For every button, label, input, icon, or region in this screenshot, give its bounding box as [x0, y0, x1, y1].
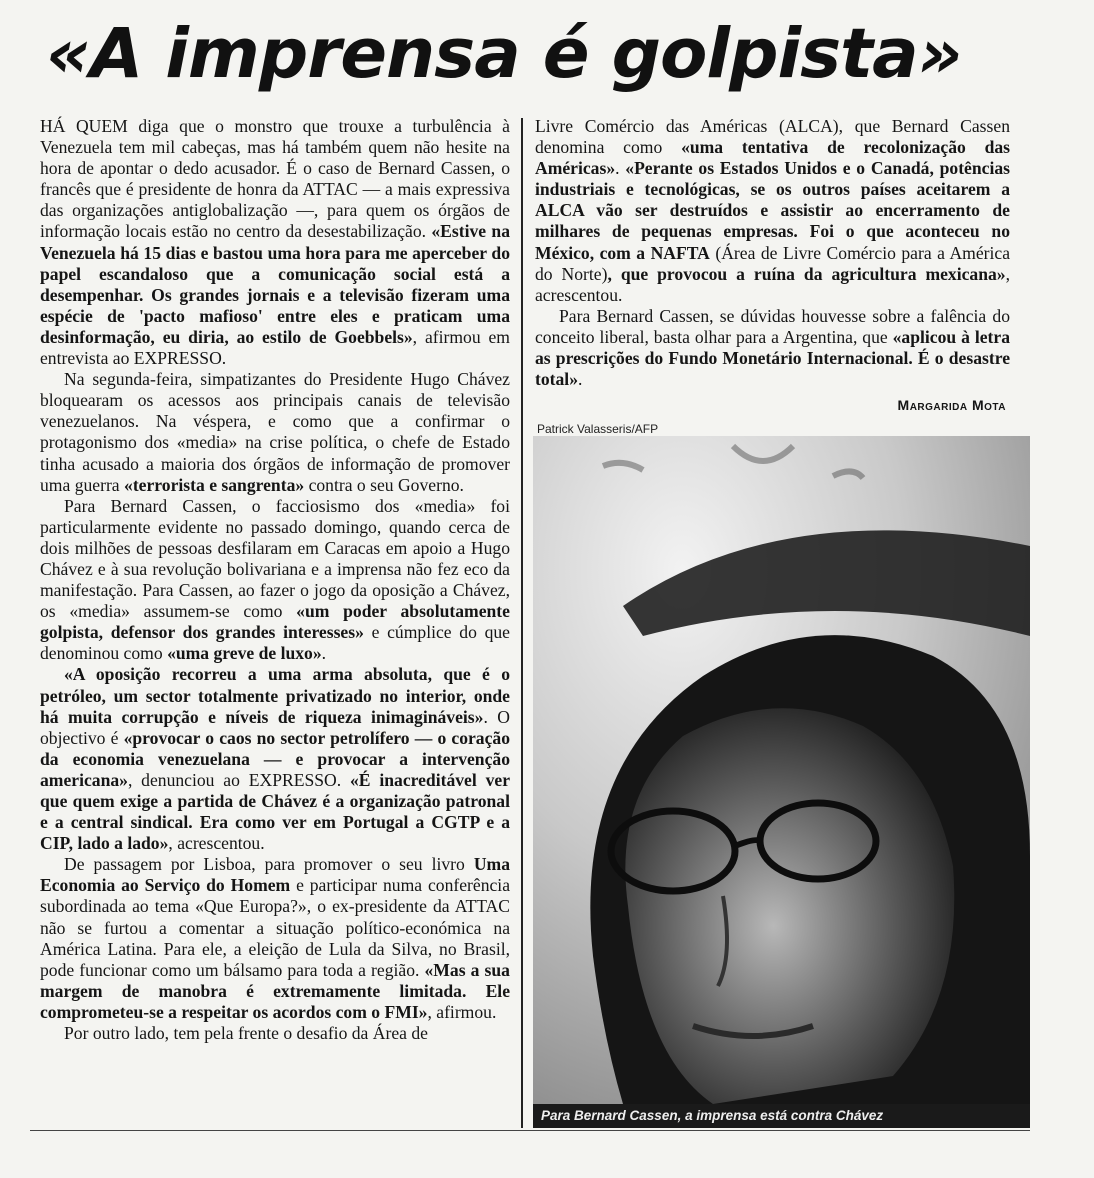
article-paragraph	[40, 664, 510, 854]
body-text: Para Bernard Cassen, se dúvidas houvesse sobre a falência do conceito liberal, basta olhar para a Argentina, que	[535, 305, 1010, 347]
article-paragraph	[535, 306, 1010, 390]
body-text: Livre Comércio das Américas (ALCA), que Bernard Cassen denomina como	[535, 116, 1010, 158]
quote-text: «um poder absolutamente golpista, defensor dos grandes interesses»	[40, 601, 510, 643]
quote-text: «uma tentativa de recolonização das Américas»	[535, 137, 1011, 179]
article-paragraph	[40, 116, 510, 369]
article-column-right	[535, 116, 1010, 390]
body-text: .	[578, 369, 583, 390]
body-text: Por outro lado, tem pela frente o desafio da Área de	[64, 1023, 428, 1044]
quote-text: «aplicou à letra as prescrições do Fundo Monetário Internacional. É o desastre total»	[535, 326, 1010, 390]
bottom-rule	[30, 1130, 1030, 1131]
body-text: contra o seu Governo.	[304, 474, 464, 495]
body-text: De passagem por Lisboa, para promover o seu livro	[64, 854, 474, 875]
body-text: e participar numa conferência subordinada ao tema «Que Europa?», o ex-presidente da ATTAC não se furtou a comentar a situação político-económica na América Latina. Para ele, a eleição de Lula da Silva, no Brasil, pode funcionar como um bálsamo para toda a região.	[40, 875, 511, 980]
quote-text: , que provocou a ruína da agricultura mexicana»	[607, 263, 1006, 284]
body-text: , acrescentou.	[535, 263, 1010, 305]
body-text: HÁ QUEM diga que o monstro que trouxe a turbulência à Venezuela tem mil cabeças, mas há também quem não hesite na hora de apontar o dedo acusador. É o caso de Bernard Cassen, o francês que é presidente de honra da ATTAC — a mais expressiva das organizações antiglobalização —, para quem os órgãos de informação locais estão no centro da desestabilização.	[40, 116, 510, 242]
article-paragraph	[40, 1023, 510, 1044]
article-paragraph	[40, 496, 510, 665]
body-text: , denunciou ao EXPRESSO.	[127, 769, 350, 790]
body-text: , afirmou em entrevista ao EXPRESSO.	[40, 326, 510, 369]
column-divider	[521, 118, 523, 1128]
quote-text: «É inacreditável ver que quem exige a partida de Chávez é a organização patronal e a central sindical. Era como ver em Portugal a CGTP e a CIP, lado a lado»	[40, 769, 510, 854]
body-text: , acrescentou.	[168, 833, 265, 854]
quote-text: «Mas a sua margem de manobra é extremamente limitada. Ele comprometeu-se a respeitar os acordos com o FMI»	[40, 959, 510, 1022]
body-text: Na segunda-feira, simpatizantes do Presidente Hugo Chávez bloquearam os acessos aos principais canais de televisão venezuelanos. Na véspera, e como que a confirmar o protagonismo dos «media» na crise política, o chefe de Estado tinha acusado a maioria dos órgãos de informação de promover uma guerra	[40, 369, 510, 495]
body-text: .	[615, 158, 626, 179]
photo-caption: Para Bernard Cassen, a imprensa está contra Chávez	[533, 1104, 1030, 1128]
body-text: .	[321, 643, 327, 664]
quote-text: «Perante os Estados Unidos e o Canadá, potências industriais e tecnológicas, se os outros países aceitarem a ALCA vão ser destruídos e assistir ao encerramento de milhares de pequenas empresas. Foi o que aconteceu no México, com a NAFTA	[535, 158, 1010, 263]
quote-text: «terrorista e sangrenta»	[124, 474, 305, 495]
quote-text: «provocar o caos no sector petrolífero — o coração da economia venezuelana — e provocar a intervenção americana»	[40, 727, 511, 790]
body-text: . O objectivo é	[40, 706, 510, 748]
article-paragraph	[40, 854, 510, 1023]
article-column-left	[40, 116, 510, 1044]
body-text: Para Bernard Cassen, o facciosismo dos «media» foi particularmente evidente no passado domingo, quando cerca de dois milhões de pessoas desfilaram em Caracas em apoio a Hugo Chávez e à sua revolução bolivariana e a imprensa não fez eco da manifestação. Para Cassen, ao fazer o jogo da oposição a Chávez, os «media» assumem-se como	[40, 495, 510, 622]
author-byline: Margarida Mota	[897, 397, 1006, 413]
quote-text: «A oposição recorreu a uma arma absoluta, que é o petróleo, um sector totalmente privatizado no interior, onde há muita corrupção e níveis de riqueza inimagináveis»	[40, 664, 510, 727]
body-text: e cúmplice do que denominou como	[40, 622, 510, 664]
quote-text: «uma greve de luxo»	[167, 643, 322, 664]
body-text: , afirmou.	[427, 1001, 497, 1022]
body-text: (Área de Livre Comércio para a América do Norte)	[535, 242, 1011, 284]
quote-text: Uma Economia ao Serviço do Homem	[40, 854, 510, 896]
quote-text: «Estive na Venezuela há 15 dias e bastou uma hora para me aperceber do papel escandaloso que a comunicação social está a desempenhar. Os grandes jornais e a televisão fizeram uma espécie de 'pacto mafioso' entre eles e praticam uma desinformação, eu diria, ao estilo de Goebbels»	[40, 221, 510, 347]
portrait-photo	[533, 436, 1030, 1104]
article-paragraph	[535, 116, 1010, 306]
article-paragraph	[40, 369, 510, 496]
headline: «A imprensa é golpista»	[46, 14, 962, 94]
photo-credit: Patrick Valasseris/AFP	[537, 422, 659, 436]
